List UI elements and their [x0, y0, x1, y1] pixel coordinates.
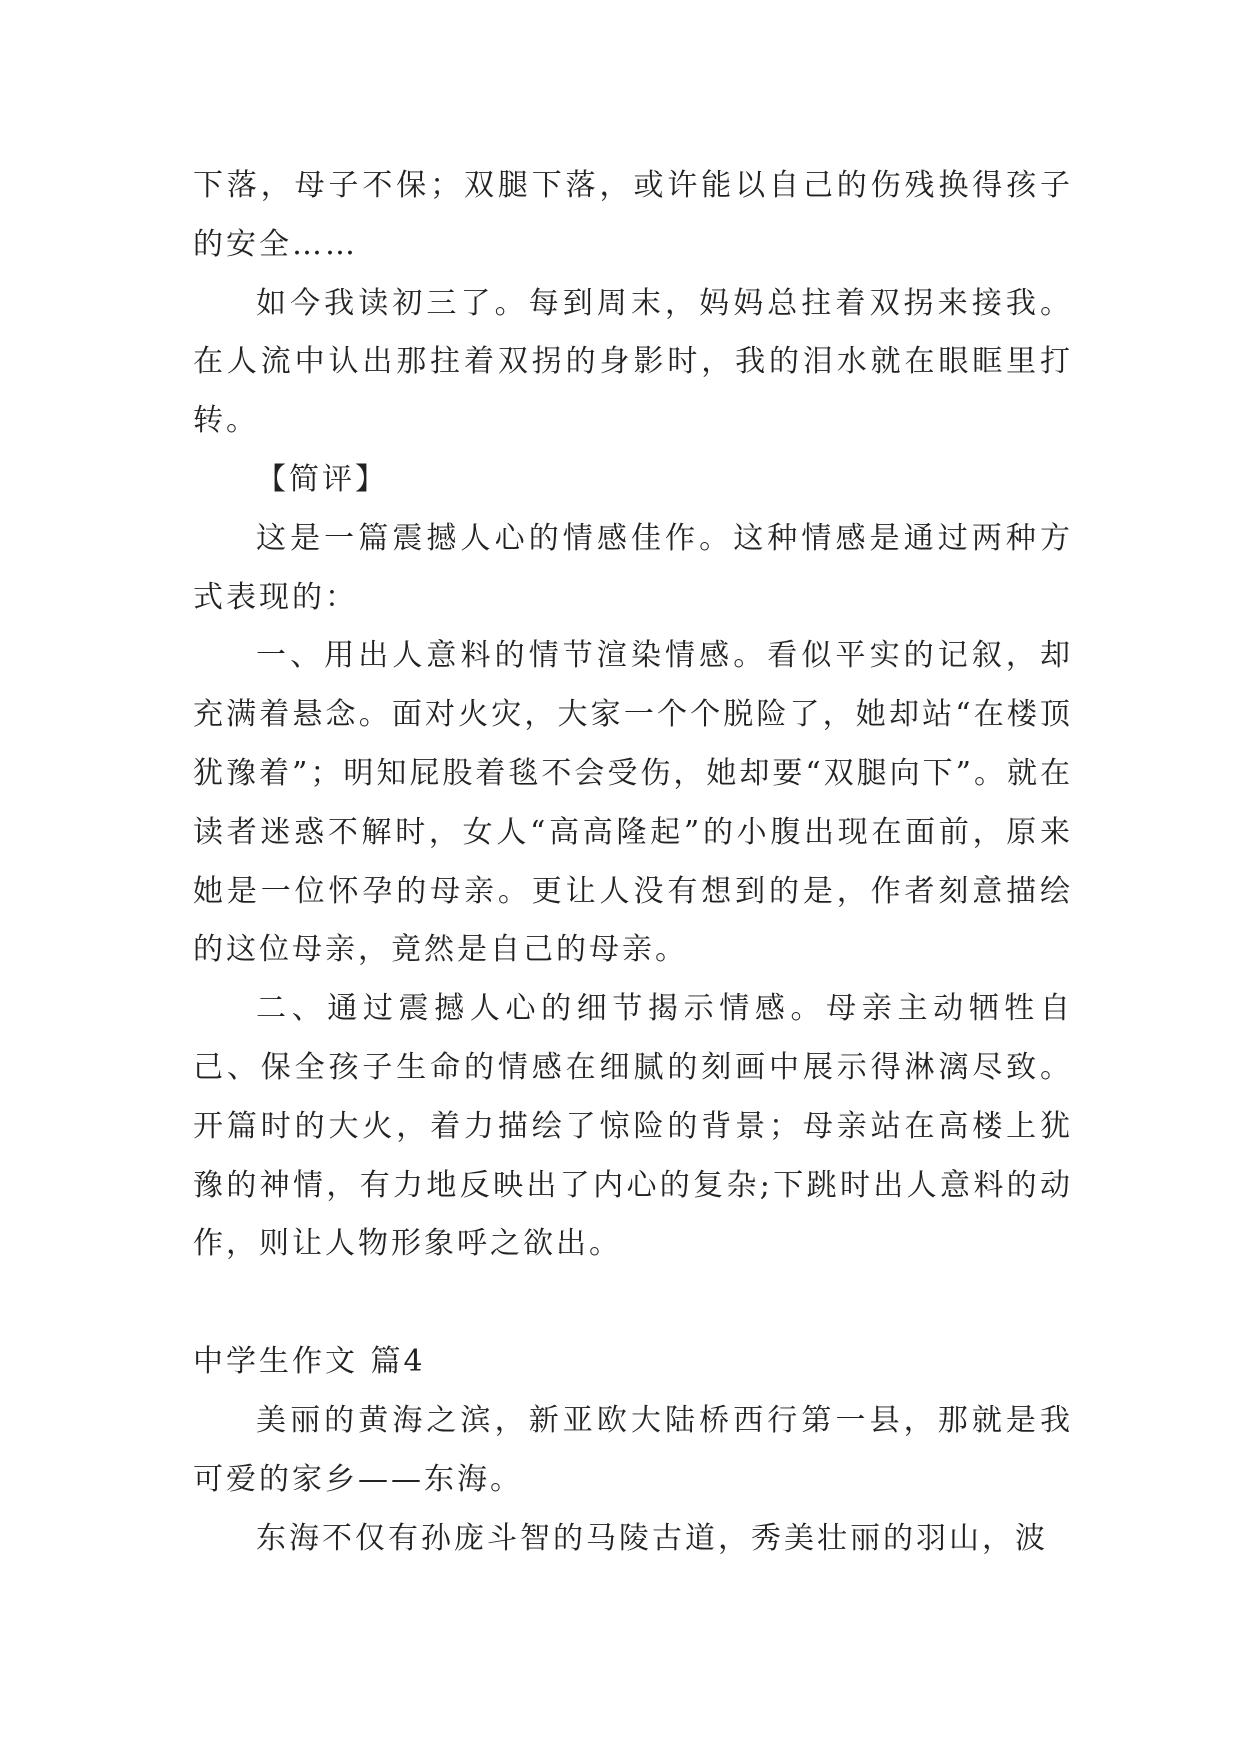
paragraph: 如今我读初三了。每到周末，妈妈总拄着双拐来接我。在人流中认出那拄着双拐的身影时，我的泪水就在眼眶里打转。 — [193, 285, 1073, 439]
paragraph: 二、通过震撼人心的细节揭示情感。母亲主动牺牲自己、保全孩子生命的情感在细腻的刻画中展示得淋漓尽致。开篇时的大火，着力描绘了惊险的背景；母亲站在高楼上犹豫的神情，有力地反映出了内心的复杂;下跳时出人意料的动作，则让人物形象呼之欲出。 — [193, 991, 1073, 1262]
paragraph: 下落，母子不保；双腿下落，或许能以自己的伤残换得孩子的安全…… — [193, 168, 1073, 262]
paragraph: 一、用出人意料的情节渲染情感。看似平实的记叙，却充满着悬念。面对火灾，大家一个个脱险了，她却站“在楼顶犹豫着”；明知屁股着毯不会受伤，她却要“双腿向下”。就在读者迷惑不解时，女人“高高隆起”的小腹出现在面前，原来她是一位怀孕的母亲。更让人没有想到的是，作者刻意描绘的这位母亲，竟然是自己的母亲。 — [193, 638, 1074, 968]
paragraph: 美丽的黄海之滨，新亚欧大陆桥西行第一县，那就是我可爱的家乡——东海。 — [193, 1402, 1073, 1497]
document-body — [193, 157, 1073, 1568]
section-heading: 中学生作文 篇4 — [193, 1344, 426, 1380]
review-label: 【简评】 — [256, 461, 388, 497]
paragraph: 这是一篇震撼人心的情感佳作。这种情感是通过两种方式表现的： — [193, 520, 1073, 615]
paragraph: 东海不仅有孙庞斗智的马陵古道，秀美壮丽的羽山，波 — [256, 1520, 1048, 1556]
